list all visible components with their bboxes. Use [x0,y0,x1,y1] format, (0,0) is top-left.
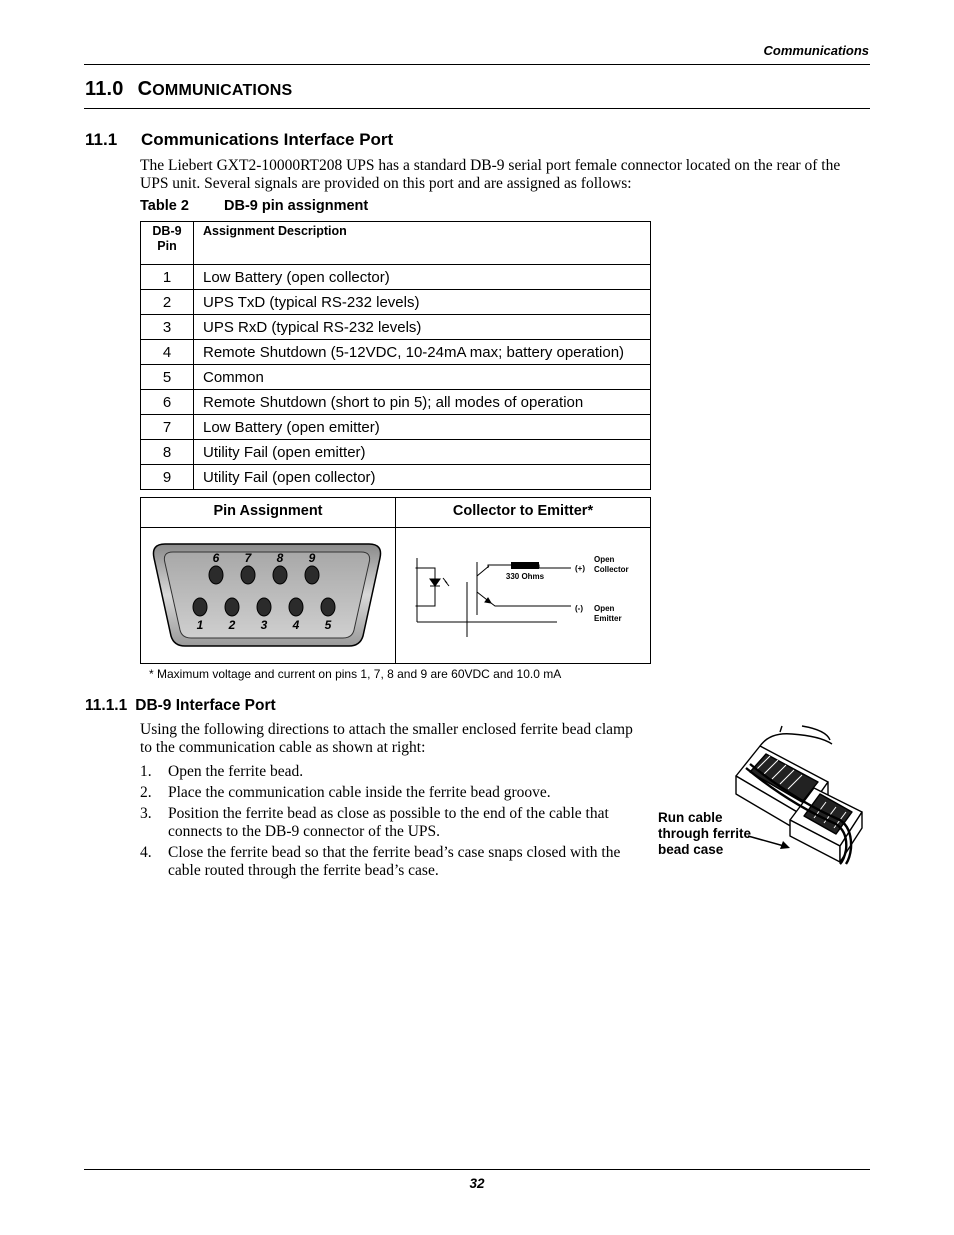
section-title: Communications Interface Port [141,130,394,149]
header-pin [141,222,194,265]
pin-number-label: 1 [196,618,204,632]
list-item [140,784,650,802]
table-row [141,365,651,390]
header-pin-line2: Pin [157,239,177,253]
open-collector-label-1: Open [594,555,615,564]
step-text: Open the ferrite bead. [168,763,304,780]
description-cell: Utility Fail (open collector) [194,465,651,490]
pin-number-label: 3 [260,618,268,632]
pin-socket [225,598,239,616]
pin-socket [289,598,303,616]
led-triangle [430,579,440,586]
table-row [141,465,651,490]
pin-number-label: 9 [308,551,316,565]
chapter-heading [85,78,292,101]
subsection-title: DB-9 Interface Port [135,697,276,714]
step-text: Position the ferrite bead as close as possible to the end of the cable that connects to the DB-9 connector of the UPS. [168,805,609,840]
description-cell: UPS RxD (typical RS-232 levels) [194,315,651,340]
step-text: Close the ferrite bead so that the ferrite bead’s case snaps closed with the cable routed through the ferrite bead’s case. [168,844,621,879]
pin-socket [257,598,271,616]
pin-number-label: 5 [324,618,332,632]
chapter-rule [84,108,870,109]
caption-line: bead case [658,842,724,857]
footnote: * Maximum voltage and current on pins 1, 7, 8 and 9 are 60VDC and 10.0 mA [149,667,562,681]
table-row [141,415,651,440]
circuit-header: Collector to Emitter* [396,498,650,528]
pinout-diagram-box [140,497,651,664]
pin-cell: 6 [141,390,194,415]
pin-cell: 5 [141,365,194,390]
pin-number-label: 6 [212,551,220,565]
description-cell: Remote Shutdown (short to pin 5); all modes of operation [194,390,651,415]
pin-socket [241,566,255,584]
list-item [140,844,650,880]
description-cell: Low Battery (open emitter) [194,415,651,440]
pin-socket [209,566,223,584]
list-item [140,763,650,781]
minus-terminal-label: (-) [575,604,583,613]
section-heading [85,130,393,150]
pin-number-label: 4 [292,618,300,632]
pin-socket [193,598,207,616]
caption-arrow [744,828,794,852]
caption-line: through ferrite [658,826,751,841]
pin-socket [305,566,319,584]
list-item [140,805,650,841]
description-cell: Low Battery (open collector) [194,265,651,290]
resistor [511,562,539,569]
table-row [141,265,651,290]
open-emitter-label-1: Open [594,604,615,613]
chapter-number: 11.0 [85,78,124,100]
table-label: Table 2 [140,198,189,214]
pin-socket [321,598,335,616]
open-collector-circuit [403,548,645,648]
db9-connector-diagram [149,540,385,650]
page-number: 32 [469,1176,485,1191]
pin-number-label: 8 [276,551,284,565]
table-title: DB-9 pin assignment [224,198,369,214]
pin-cell: 4 [141,340,194,365]
step-text: Place the communication cable inside the ferrite bead groove. [168,784,551,801]
section-number: 11.1 [85,130,118,149]
caption-line: Run cable [658,810,723,825]
chapter-title-initial: C [137,78,153,100]
table-row [141,290,651,315]
step-number: 4. [140,844,152,861]
pin-assignment-header: Pin Assignment [141,498,395,528]
table-row [141,340,651,365]
step-number: 1. [140,763,152,780]
ferrite-caption [658,810,751,858]
running-header: Communications [763,43,869,58]
pin-cell: 3 [141,315,194,340]
instruction-steps [140,763,650,883]
header-description: Assignment Description [194,222,651,265]
table-row [141,390,651,415]
description-cell: UPS TxD (typical RS-232 levels) [194,290,651,315]
pin-cell: 7 [141,415,194,440]
subsection-heading [85,697,276,715]
step-number: 3. [140,805,152,822]
chapter-title-rest: OMMUNICATIONS [152,82,293,99]
table-caption [140,198,368,214]
pin-cell: 9 [141,465,194,490]
pin-socket [273,566,287,584]
diagram-divider [395,498,396,663]
pin-assignment-table [140,221,651,490]
open-collector-label-2: Collector [594,565,629,574]
table-row [141,315,651,340]
open-emitter-label-2: Emitter [594,614,622,623]
table-row [141,440,651,465]
subsection-number: 11.1.1 [85,697,128,714]
pin-number-label: 2 [228,618,236,632]
plus-terminal-label: (+) [575,564,585,573]
table-header-row [141,222,651,265]
header-pin-line1: DB-9 [152,224,182,238]
resistor-label: 330 Ohms [505,572,545,581]
photo-loop [415,568,435,606]
pin-cell: 2 [141,290,194,315]
description-cell: Utility Fail (open emitter) [194,440,651,465]
pin-cell: 1 [141,265,194,290]
instructions-paragraph: Using the following directions to attach the smaller enclosed ferrite bead clamp to the communication cable as shown at right: [140,721,633,756]
pin-number-label: 7 [244,551,252,565]
description-cell: Common [194,365,651,390]
header-rule [84,64,870,65]
footer-rule [84,1169,870,1170]
pin-cell: 8 [141,440,194,465]
description-cell: Remote Shutdown (5-12VDC, 10-24mA max; battery operation) [194,340,651,365]
step-number: 2. [140,784,152,801]
intro-paragraph: The Liebert GXT2-10000RT208 UPS has a standard DB-9 serial port female connector located on the rear of the UPS unit. Several signals are provided on this port and are assigned as follows: [140,157,841,192]
